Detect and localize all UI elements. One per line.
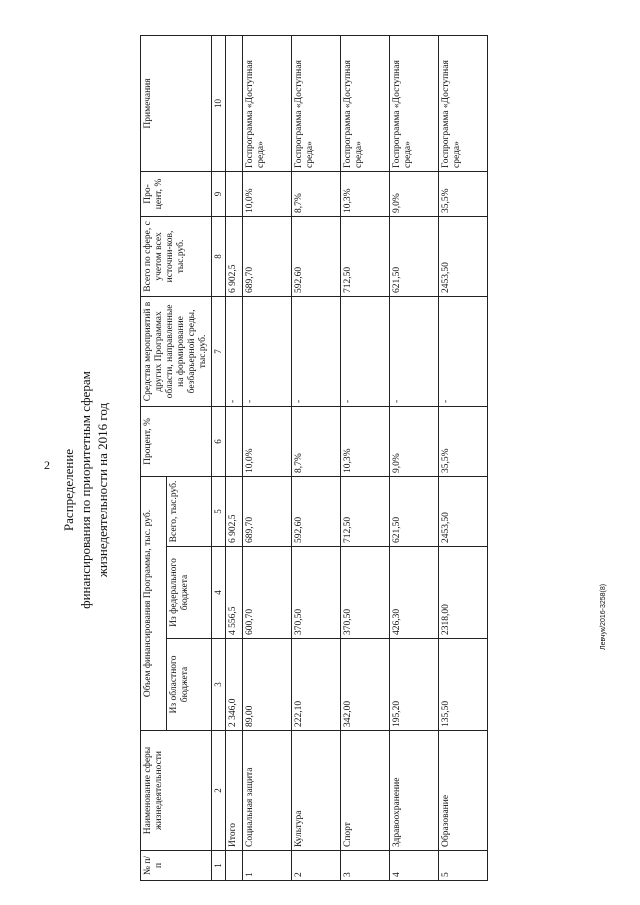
- column-index: 6: [212, 406, 226, 476]
- row-percent: 35,5%: [439, 406, 488, 476]
- row-percent: 10,0%: [243, 406, 292, 476]
- row-sphere-total: 712,50: [341, 216, 390, 296]
- row-notes: Госпрограмма «Доступная среда»: [243, 35, 292, 171]
- row-sphere-total: 2453,50: [439, 216, 488, 296]
- row-other: -: [292, 296, 341, 406]
- column-index: 5: [212, 476, 226, 546]
- column-index: 1: [212, 851, 226, 881]
- total-regional: 2 346,0: [226, 639, 243, 731]
- row-notes: Госпрограмма «Доступная среда»: [390, 35, 439, 171]
- column-index: 8: [212, 216, 226, 296]
- financing-table-wrapper: [140, 60, 553, 881]
- column-index: 9: [212, 171, 226, 216]
- row-percent-2: 10,3%: [341, 171, 390, 216]
- header-percent: Процент, %: [141, 406, 212, 476]
- total-all: 6 902,5: [226, 476, 243, 546]
- row-num: 3: [341, 851, 390, 881]
- row-notes: Госпрограмма «Доступная среда»: [341, 35, 390, 171]
- row-percent-2: 10,0%: [243, 171, 292, 216]
- header-other-programs: Средства мероприятий в других Программах области, направленные на формирование безбарьерной среды, тыс.руб.: [141, 296, 212, 406]
- total-row: [226, 35, 243, 880]
- row-sphere-total: 621,50: [390, 216, 439, 296]
- row-name: Здравоохранение: [390, 731, 439, 851]
- row-total: 689,70: [243, 476, 292, 546]
- header-row-1: [141, 35, 167, 880]
- header-volume: Объем финансирования Программы, тыс. руб.: [141, 476, 167, 730]
- header-federal: Из федерального бюджета: [167, 547, 212, 639]
- row-name: Образование: [439, 731, 488, 851]
- column-index: 3: [212, 639, 226, 731]
- row-other: -: [243, 296, 292, 406]
- row-percent: 9,0%: [390, 406, 439, 476]
- row-federal: 426,30: [390, 547, 439, 639]
- total-num: [226, 851, 243, 881]
- table-row: [439, 35, 488, 880]
- row-total: 592,60: [292, 476, 341, 546]
- column-index: 7: [212, 296, 226, 406]
- header-name: Наименование сферы жизнедеятельности: [141, 731, 212, 851]
- row-total: 2453,50: [439, 476, 488, 546]
- row-regional: 89,00: [243, 639, 292, 731]
- total-federal: 4 556,5: [226, 547, 243, 639]
- row-regional: 222,10: [292, 639, 341, 731]
- row-percent: 8,7%: [292, 406, 341, 476]
- row-percent-2: 8,7%: [292, 171, 341, 216]
- row-percent: 10,3%: [341, 406, 390, 476]
- row-num: 1: [243, 851, 292, 881]
- row-notes: Госпрограмма «Доступная среда»: [439, 35, 488, 171]
- row-percent-2: 35,5%: [439, 171, 488, 216]
- row-num: 2: [292, 851, 341, 881]
- row-percent-2: 9,0%: [390, 171, 439, 216]
- header-percent-2: Про-цент, %: [141, 171, 212, 216]
- column-index: 2: [212, 731, 226, 851]
- header-notes: Примечания: [141, 35, 212, 171]
- row-num: 5: [439, 851, 488, 881]
- total-notes: [226, 35, 243, 171]
- document-stamp: Левчук/2016-3258(8): [600, 583, 607, 650]
- row-notes: Госпрограмма «Доступная среда»: [292, 35, 341, 171]
- row-other: -: [439, 296, 488, 406]
- total-sphere: 6 902,5: [226, 216, 243, 296]
- row-sphere-total: 689,70: [243, 216, 292, 296]
- row-total: 712,50: [341, 476, 390, 546]
- row-other: -: [341, 296, 390, 406]
- row-name: Культура: [292, 731, 341, 851]
- row-federal: 600,70: [243, 547, 292, 639]
- table-row: [341, 35, 390, 880]
- heading-line-3: жизнедеятельности на 2016 год: [95, 402, 110, 578]
- heading-line-1: Распределение: [61, 448, 76, 532]
- row-federal: 370,50: [341, 547, 390, 639]
- page-number: 2: [44, 458, 50, 472]
- total-other: -: [226, 296, 243, 406]
- row-federal: 2318,00: [439, 547, 488, 639]
- total-percent: [226, 406, 243, 476]
- header-total: Всего, тыс.руб.: [167, 476, 212, 546]
- row-name: Социальная защита: [243, 731, 292, 851]
- row-federal: 370,50: [292, 547, 341, 639]
- row-sphere-total: 592,60: [292, 216, 341, 296]
- column-index: 4: [212, 547, 226, 639]
- header-num: № п/п: [141, 851, 212, 881]
- row-regional: 342,00: [341, 639, 390, 731]
- row-other: -: [390, 296, 439, 406]
- header-regional: Из областного бюджета: [167, 639, 212, 731]
- column-index: 10: [212, 35, 226, 171]
- row-total: 621,50: [390, 476, 439, 546]
- table-row: [292, 35, 341, 880]
- header-sphere-total: Всего по сфере, с учетом всех источни-ков, тыс.руб.: [141, 216, 212, 296]
- table-row: [390, 35, 439, 880]
- total-percent-2: [226, 171, 243, 216]
- column-index-row: [212, 35, 226, 880]
- row-num: 4: [390, 851, 439, 881]
- row-name: Спорт: [341, 731, 390, 851]
- document-heading: [60, 280, 132, 700]
- table-row: [243, 35, 292, 880]
- financing-table: [140, 35, 488, 881]
- total-label: Итого: [226, 731, 243, 851]
- row-regional: 135,50: [439, 639, 488, 731]
- heading-line-2: финансирования по приоритетным сферам: [78, 371, 93, 609]
- row-regional: 195,20: [390, 639, 439, 731]
